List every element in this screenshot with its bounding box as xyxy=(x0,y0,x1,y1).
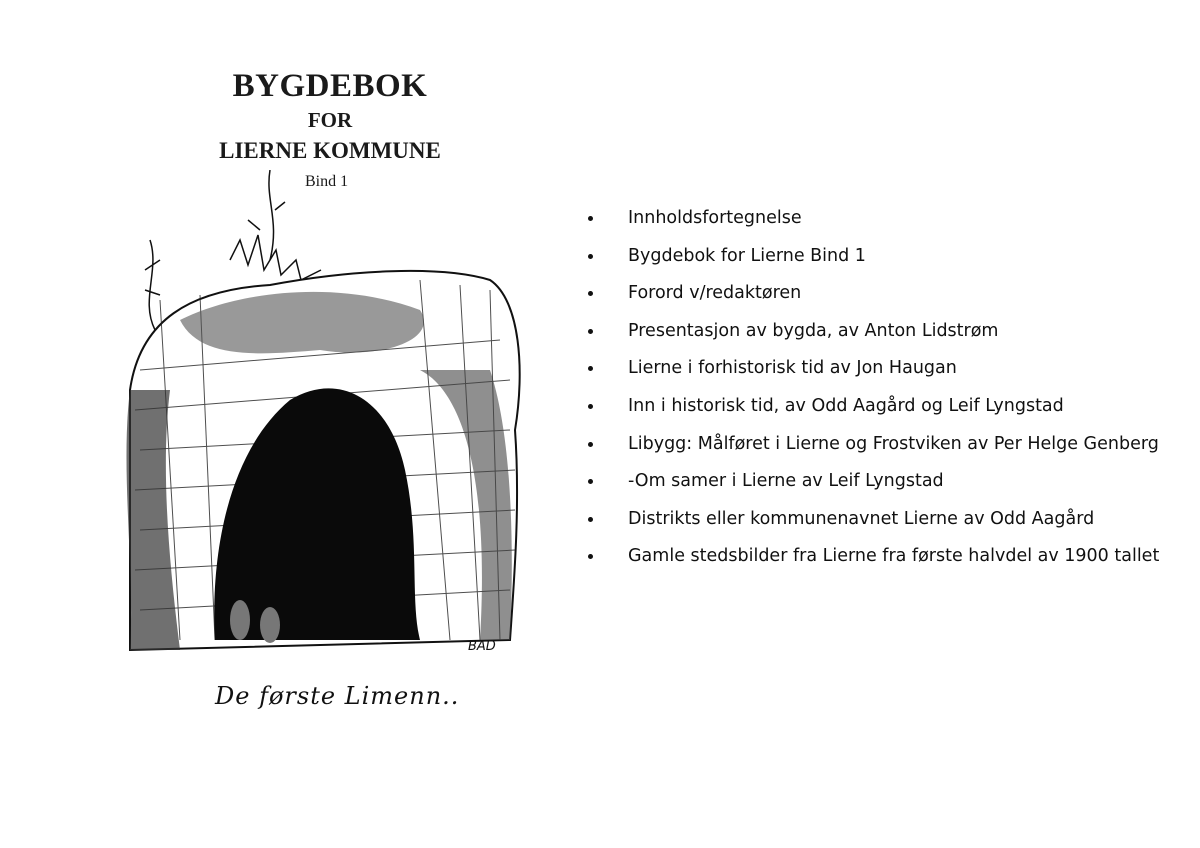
cave-illustration xyxy=(120,170,540,680)
toc-item-label: Lierne i forhistorisk tid av Jon Haugan xyxy=(628,358,957,379)
toc-item xyxy=(588,242,1159,280)
toc-item xyxy=(588,430,1159,468)
bullet-icon xyxy=(588,291,593,296)
book-cover xyxy=(120,60,540,740)
bullet-icon xyxy=(588,517,593,522)
bullet-icon xyxy=(588,479,593,484)
bullet-icon xyxy=(588,329,593,334)
toc-item xyxy=(588,204,1159,242)
bullet-icon xyxy=(588,442,593,447)
toc-item-label: Inn i historisk tid, av Odd Aagård og Leif Lyngstad xyxy=(628,395,1064,416)
cover-volume: Bind 1 xyxy=(305,173,349,190)
cover-subtitle-for: FOR xyxy=(307,108,353,132)
toc-item xyxy=(588,354,1159,392)
table-of-contents xyxy=(588,204,1159,580)
toc-item-label: Forord v/redaktøren xyxy=(628,283,802,304)
toc-item-label: -Om samer i Lierne av Leif Lyngstad xyxy=(628,471,944,492)
cover-caption: De første Limenn.. xyxy=(215,682,460,710)
bullet-icon xyxy=(588,366,593,371)
toc-item-label: Innholdsfortegnelse xyxy=(628,208,802,228)
cover-subtitle-place: LIERNE KOMMUNE xyxy=(219,138,441,163)
toc-item-label: Gamle stedsbilder fra Lierne fra første halvdel av 1900 tallet xyxy=(628,546,1160,567)
toc-item-label: Distrikts eller kommunenavnet Lierne av Odd Aagård xyxy=(628,508,1095,529)
toc-item xyxy=(588,542,1159,580)
toc-item xyxy=(588,279,1159,317)
bullet-icon xyxy=(588,404,593,409)
bullet-icon xyxy=(588,216,593,221)
toc-item xyxy=(588,317,1159,355)
toc-item-label: Presentasjon av bygda, av Anton Lidstrøm xyxy=(628,320,999,341)
toc-item-label: Libygg: Målføret i Lierne og Frostviken av Per Helge Genberg xyxy=(628,433,1159,454)
bullet-icon xyxy=(588,254,593,259)
artist-signature: BAD xyxy=(468,639,496,654)
bullet-icon xyxy=(588,554,593,559)
cover-title: BYGDEBOK xyxy=(232,68,428,104)
toc-item xyxy=(588,467,1159,505)
toc-item xyxy=(588,392,1159,430)
toc-item xyxy=(588,505,1159,543)
toc-item-label: Bygdebok for Lierne Bind 1 xyxy=(628,245,866,266)
